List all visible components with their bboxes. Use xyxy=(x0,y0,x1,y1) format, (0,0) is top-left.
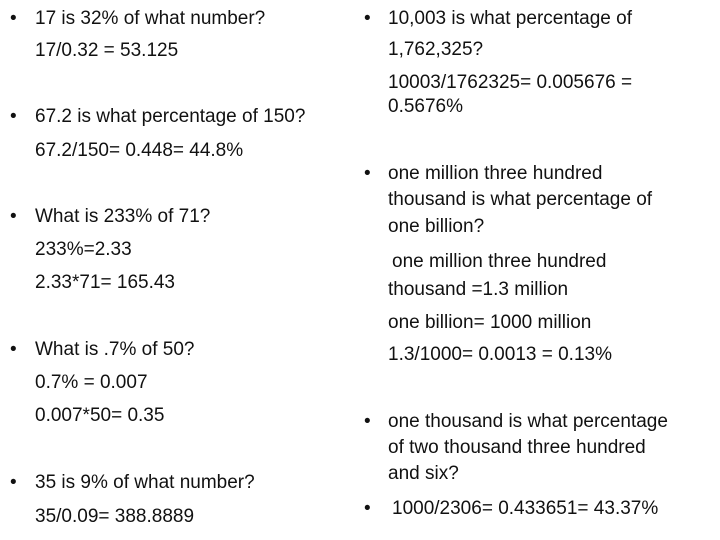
problem-work-line: 1.3/1000= 0.0013 = 0.13% xyxy=(388,344,612,365)
problem-question-line: one million three hundred xyxy=(388,163,603,184)
problem-question: What is 233% of 71? xyxy=(35,206,211,227)
problem-question-line: 1,762,325? xyxy=(388,39,484,60)
problem-work-line: 67.2/150= 0.448= 44.8% xyxy=(35,140,244,161)
problem-work-line: 0.5676% xyxy=(388,96,464,117)
bullet-marker: • xyxy=(10,106,17,127)
bullet-marker: • xyxy=(10,8,17,29)
problem-work-line: 35/0.09= 388.8889 xyxy=(35,506,195,527)
problem-work-line: one billion= 1000 million xyxy=(388,312,592,333)
problem-work-line: 0.7% = 0.007 xyxy=(35,372,148,393)
problem-work-line: one million three hundred xyxy=(392,251,607,272)
bullet-marker: • xyxy=(10,206,17,227)
problem-question-line: of two thousand three hundred xyxy=(388,437,646,458)
problem-question-line: one thousand is what percentage xyxy=(388,411,668,432)
problem-question: 67.2 is what percentage of 150? xyxy=(35,106,306,127)
problem-work-line: 2.33*71= 165.43 xyxy=(35,272,175,293)
bullet-marker: • xyxy=(364,411,371,432)
problem-question-line: one billion? xyxy=(388,216,485,237)
bullet-marker: • xyxy=(364,8,371,29)
problem-work-line: 10003/1762325= 0.005676 = xyxy=(388,72,633,93)
problem-work-line: 17/0.32 = 53.125 xyxy=(35,40,179,61)
problem-question: 35 is 9% of what number? xyxy=(35,472,255,493)
bullet-marker: • xyxy=(364,163,371,184)
bullet-marker: • xyxy=(10,339,17,360)
problem-work-line: 0.007*50= 0.35 xyxy=(35,405,165,426)
problem-question-line: 10,003 is what percentage of xyxy=(388,8,633,29)
problem-question-line: thousand is what percentage of xyxy=(388,189,653,210)
problem-question-line: 1000/2306= 0.433651= 43.37% xyxy=(392,498,659,519)
problem-work-line: 233%=2.33 xyxy=(35,239,132,260)
problem-question: 17 is 32% of what number? xyxy=(35,8,266,29)
problem-question-line: and six? xyxy=(388,463,459,484)
problem-work-line: thousand =1.3 million xyxy=(388,279,569,300)
bullet-marker: • xyxy=(10,472,17,493)
bullet-marker: • xyxy=(364,498,371,519)
problem-question: What is .7% of 50? xyxy=(35,339,195,360)
